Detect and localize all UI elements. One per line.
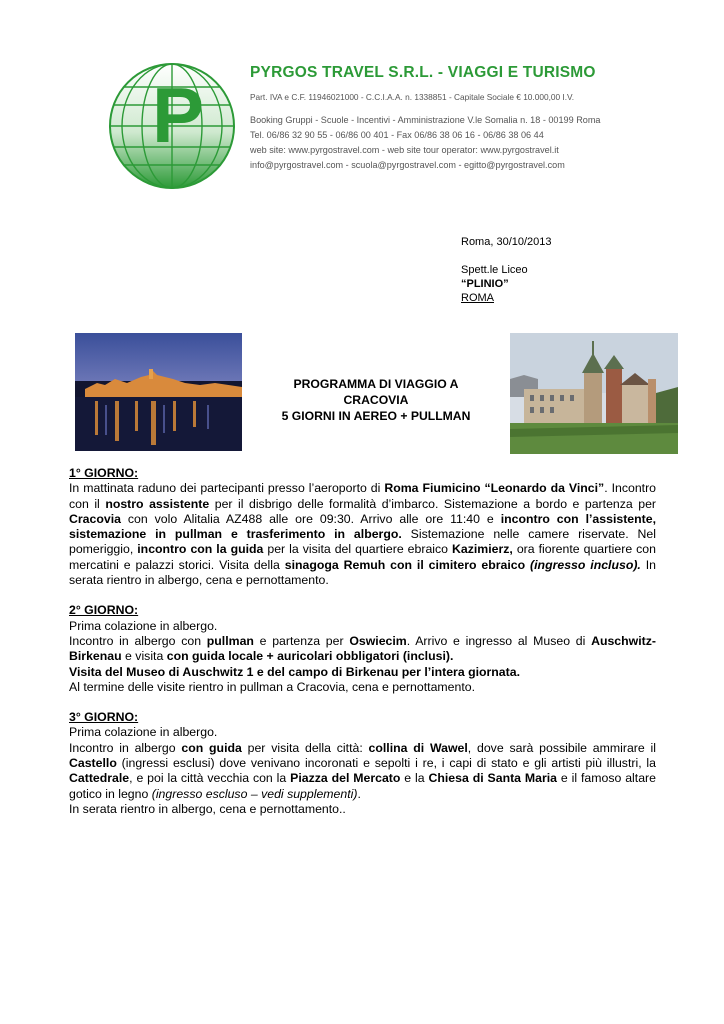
- day-description: [69, 725, 656, 817]
- day-text-segment: nostro assistente: [105, 496, 210, 511]
- day-text-segment: Auschwitz-Birkenau: [69, 633, 656, 664]
- wawel-castle-photo: [510, 333, 678, 454]
- day-text-segment: Sistemazione nelle camere riservate. Nel pomeriggio,: [69, 527, 656, 557]
- company-registration: Part. IVA e C.F. 11946021000 - C.C.I.A.A. n. 1338851 - Capitale Sociale € 10.000,00 I.V.: [250, 92, 575, 102]
- day-description: [69, 619, 656, 695]
- logo-letter: P: [151, 71, 205, 159]
- day-heading: 1° GIORNO:: [69, 466, 139, 480]
- company-contacts: [250, 113, 600, 173]
- day-text-segment: Roma Fiumicino “Leonardo da Vinci”: [384, 481, 605, 496]
- day-description: [69, 481, 656, 588]
- letter-date: Roma, 30/10/2013: [461, 236, 552, 248]
- day-text-segment: Prima colazione in albergo.: [69, 618, 218, 633]
- itinerary: [69, 466, 656, 817]
- day-text-segment: Incontro in albergo con: [69, 633, 207, 648]
- day-text-segment: e partenza per: [253, 633, 350, 648]
- day-text-segment: (ingresso escluso – vedi supplementi): [151, 786, 358, 801]
- recipient-salutation: Spett.le Liceo: [461, 264, 528, 276]
- day-text-segment: Cracovia: [69, 511, 121, 526]
- company-logo: [106, 60, 238, 192]
- day-text-segment: In mattinata raduno dei partecipanti presso l’aeroporto di: [69, 481, 385, 496]
- day-text-segment: , e poi la città vecchia con la: [129, 771, 291, 786]
- day-text-segment: Oswiecim: [349, 633, 407, 648]
- day-heading: 2° GIORNO:: [69, 603, 139, 618]
- day-text-segment: . Arrivo e ingresso al Museo di: [406, 633, 592, 648]
- recipient-school: “PLINIO”: [461, 278, 509, 290]
- castle-night-river-photo: [75, 333, 242, 451]
- day-text-segment: Cattedrale: [69, 771, 130, 786]
- day-text-segment: In serata rientro in albergo, cena e pernottamento.: [69, 557, 657, 588]
- day-heading: 3° GIORNO:: [69, 710, 139, 725]
- day-text-segment: pullman: [206, 633, 254, 648]
- program-title: [244, 376, 508, 424]
- day-text-segment: collina di Wawel: [368, 740, 468, 755]
- day-text-segment: (ingressi esclusi) dove venivano incoronati e sepolti i re, i capi di stato e gli artisti più illustri, la: [116, 756, 656, 771]
- day-text-segment: sinagoga Remuh con il cimitero ebraico: [284, 557, 526, 572]
- day-text-segment: Castello: [69, 756, 117, 771]
- contact-line: info@pyrgostravel.com - scuola@pyrgostravel.com - egitto@pyrgostravel.com: [250, 160, 565, 170]
- day-text-segment: Piazza del Mercato: [290, 771, 401, 786]
- day-text-segment: Chiesa di Santa Maria: [428, 771, 558, 786]
- program-title-line: CRACOVIA: [343, 393, 409, 407]
- day-text-segment: In serata rientro in albergo, cena e pernottamento..: [69, 801, 346, 816]
- day-text-segment: ora fiorente quartiere con mercatini e palazzi storici. Visita della: [69, 542, 656, 572]
- day-text-segment: , dove sarà possibile ammirare il: [467, 740, 656, 755]
- contact-line: Booking Gruppi - Scuole - Incentivi - Amministrazione V.le Somalia n. 18 - 00199 Roma: [250, 115, 601, 125]
- day-text-segment: Kazimierz,: [452, 542, 513, 557]
- day-text-segment: Prima colazione in albergo.: [69, 725, 218, 740]
- contact-line: Tel. 06/86 32 90 55 - 06/86 00 401 - Fax 06/86 38 06 16 - 06/86 38 06 44: [250, 130, 544, 140]
- program-title-line: PROGRAMMA DI VIAGGIO A: [293, 377, 459, 391]
- day-text-segment: .: [357, 786, 361, 801]
- recipient-city: ROMA: [461, 292, 494, 304]
- day-text-segment: con guida: [181, 740, 242, 755]
- day-text-segment: . Incontro con il: [69, 481, 657, 511]
- day-text-segment: Visita del Museo di Auschwitz 1 e del campo di Birkenau per l’intera giornata.: [69, 664, 520, 679]
- day-text-segment: per la visita del quartiere ebraico: [263, 542, 452, 557]
- program-title-line: 5 GIORNI IN AEREO + PULLMAN: [281, 409, 471, 423]
- day-text-segment: con guida locale + auricolari obbligatori (inclusi).: [166, 649, 454, 664]
- day-text-segment: Al termine delle visite rientro in pullman a Cracovia, cena e pernottamento.: [69, 679, 476, 694]
- day-text-segment: e la: [400, 771, 429, 786]
- day-text-segment: per visita della città:: [241, 740, 369, 755]
- contact-line: web site: www.pyrgostravel.com - web site tour operator: www.pyrgostravel.it: [250, 145, 559, 155]
- day-text-segment: con volo Alitalia AZ488 alle ore 09:30. Arrivo alle ore 11:40 e: [120, 511, 501, 526]
- day-text-segment: (ingresso incluso).: [530, 557, 641, 572]
- day-text-segment: Incontro in albergo: [69, 740, 182, 755]
- day-text-segment: incontro con la guida: [137, 542, 264, 557]
- company-name: PYRGOS TRAVEL S.R.L. - VIAGGI E TURISMO: [250, 64, 596, 81]
- day-text-segment: per il disbrigo delle formalità d’imbarco. Sistemazione a bordo e partenza per: [209, 496, 657, 511]
- day-text-segment: incontro con l’assistente, sistemazione in pullman e trasferimento in albergo.: [69, 511, 656, 542]
- day-text-segment: e visita: [121, 649, 167, 664]
- recipient-block: [461, 235, 552, 305]
- day-text-segment: e il famoso altare gotico in legno: [69, 771, 656, 801]
